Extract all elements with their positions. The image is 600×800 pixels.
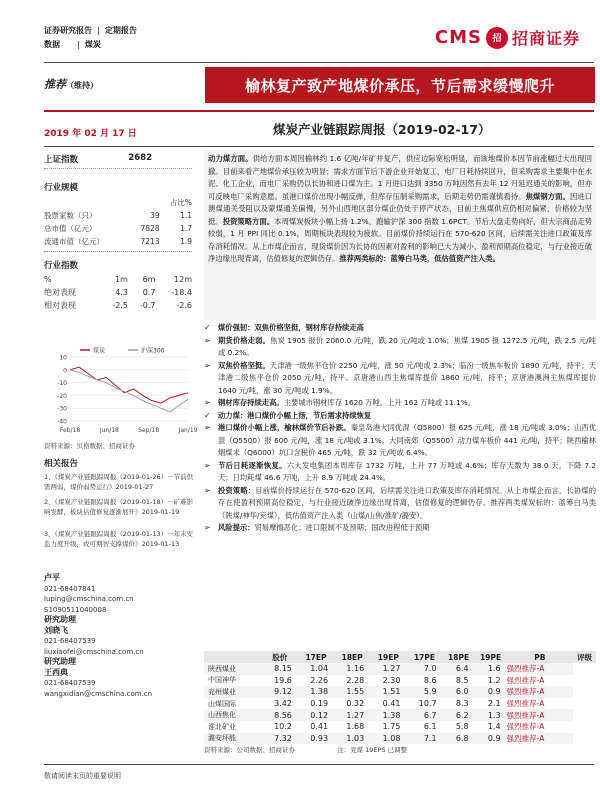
performance-chart — [44, 345, 198, 435]
table-header-cell — [204, 651, 262, 663]
item-title: 期货价格走弱。 — [218, 335, 271, 345]
ind-pct: 1.9 — [180, 237, 192, 246]
perf-header: % — [44, 275, 52, 284]
item-body: 焦炭 1905 报价 2060.0 元/吨，跌 20 元/吨或 1.0%；焦煤 1905 报 1272.5 元/吨，跌 2.5 元/吨或 0.2%。 — [218, 335, 596, 357]
report-title: 煤炭产业链跟踪周报（2019-02-17） — [273, 122, 491, 137]
chart-source: 资料来源：贝格数据、招商证券 — [44, 442, 135, 450]
table-header-cell: 评级 — [573, 651, 596, 663]
section-item — [204, 360, 596, 398]
section-item — [204, 485, 596, 523]
stock-name: 潞安环能 — [204, 733, 262, 745]
footer-note: 敬请阅读末页的重要说明 — [44, 772, 121, 780]
stock-value: 1.38 — [298, 686, 334, 698]
series-line-0 — [70, 367, 188, 403]
perf-val: -0.7 — [139, 301, 156, 310]
rating-sub: （维持） — [66, 81, 98, 90]
report-sector: 煤炭 — [84, 40, 101, 49]
arrow-icon: ➢ — [204, 360, 211, 370]
stock-name: 兖州煤业 — [204, 686, 262, 698]
y-tick-label: -10 — [57, 380, 67, 388]
stock-value: 1.38 — [370, 709, 406, 721]
stock-value: 2.30 — [382, 675, 401, 685]
item-title: 节后日耗逐渐恢复。 — [218, 460, 287, 470]
stock-value: 1.2 — [487, 675, 501, 685]
summary-text — [208, 153, 592, 266]
perf-row-name: 相对表现 — [44, 301, 76, 310]
report-type: 证券研究报告 — [44, 26, 92, 35]
sections — [204, 322, 596, 535]
stock-value: 6.4 — [443, 663, 475, 675]
stock-name: 淮北矿业 — [208, 722, 236, 731]
stock-value: 1.3 — [475, 709, 507, 721]
perf-table — [44, 273, 192, 312]
stock-value: 0.32 — [346, 699, 365, 709]
table-row — [204, 721, 596, 733]
stock-value: 5.8 — [455, 722, 469, 732]
perf-header: 6m — [142, 275, 156, 284]
stock-value: 1.04 — [298, 663, 334, 675]
stock-value: 9.12 — [262, 686, 298, 698]
x-tick-label: Sep/18 — [138, 427, 160, 434]
stock-name: 陕西煤业 — [204, 663, 262, 675]
stock-value: 2.28 — [346, 675, 365, 685]
y-tick-label: 10 — [59, 354, 67, 362]
stock-value: 1.51 — [370, 686, 406, 698]
table-header-cell: 17EP — [298, 651, 334, 663]
summary-p1: 供给方面本周因榆林约 1.6 亿吨/年矿井复产，供应边际宽松明显，而该地煤价本因节前涨幅过大出现回撤。目前来看产地煤价承压较为明显；需求方面节后下游企业开始复工，电厂日耗持续回升，但采购需求主要集中在水泥、化工企业，而电厂采购仍以长协和进口煤为主。1 月进口达到 3350 万吨因然有去年 12 月延迟通关的影响，但亦可反映电厂采购意愿。虽港口煤价出现小幅反弹，但库存压制采购需求，后期走势仍需谨慎看待。 — [208, 154, 593, 201]
legend-label: 沪深300 — [141, 347, 165, 355]
stock-value: 6.8 — [443, 733, 475, 745]
industry-title — [44, 181, 192, 193]
perf-val: -2.5 — [112, 301, 128, 310]
ind-value: 39 — [150, 211, 160, 220]
logo-text: CMS — [434, 27, 482, 48]
stock-value: 1.27 — [334, 709, 370, 721]
section-item — [204, 422, 596, 460]
stock-value: 7.32 — [262, 733, 298, 745]
industry-table — [44, 196, 192, 248]
stock-value: 2.26 — [310, 675, 329, 685]
summary-lead: 焦煤钢方面。 — [525, 191, 570, 201]
stock-value: 1.75 — [382, 722, 401, 732]
table-header-cell: 19PE — [475, 651, 507, 663]
perf-title-text: 行业指数 — [44, 261, 79, 271]
section-item — [204, 522, 596, 535]
analyst-phone: 021-68407841 — [44, 584, 96, 593]
item-body: 主要城市钢材库存 1620 万吨，上升 162 万吨或 11.1%。 — [283, 398, 475, 407]
section-item — [204, 335, 596, 360]
stock-value: 6.7 — [406, 709, 442, 721]
stock-value: 0.12 — [298, 709, 334, 721]
x-tick-label: Feb/18 — [59, 427, 81, 434]
rating — [44, 76, 98, 92]
ind-pct: 1.7 — [180, 224, 192, 233]
analyst-role: 研究助理 — [44, 615, 76, 624]
table-header-cell: 19EP — [370, 651, 406, 663]
summary-p2: 因进口澳煤通关受阻以及蒙煤通关偏慢，另外山西地区部分煤企仍处于停产状态，目前主焦煤供应仍相对偏紧，价格较为坚挺。 — [208, 191, 593, 226]
arrow-icon: ➢ — [204, 335, 211, 345]
report-kind: 定期报告 — [104, 26, 137, 35]
summary-p3: 本周煤炭板块小幅上扬 1.2%，跑输沪深 300 指数 1.6PCT。节后大盘走势向好，但大宗商品走势较弱，1 月 PPI 同比 0.1%，周期板块表现较为疲软。目前煤价持续运行在 570-620 区间，后续需关注进口政策及库存消耗情况。从上市煤企而言，现货煤价因为长协的因素对盈利的影响已大为减小，盈利预期高位稳定，与行业接近破净边缘出现背离，估值修复的逻辑仍存。 — [208, 216, 592, 263]
y-tick-label: 0 — [63, 367, 67, 375]
stock-value: 1.16 — [334, 663, 370, 675]
index-value: 2682 — [128, 153, 152, 163]
stock-value: 1.03 — [334, 733, 370, 745]
stock-value: 1.08 — [370, 733, 406, 745]
stock-value: 6.2 — [443, 709, 475, 721]
perf-title — [44, 259, 192, 271]
section-title: 动力煤：港口煤价小幅上扬，节后需求持续恢复 — [218, 410, 372, 420]
stock-value: 8.3 — [455, 699, 469, 709]
table-header-cell: 18EP — [334, 651, 370, 663]
stock-value: 5.9 — [406, 686, 442, 698]
stock-value: 8.6 — [423, 675, 437, 685]
table-source: 资料来源：公司数据、招商证券 — [204, 746, 295, 754]
item-title: 港口煤价小幅上涨，榆林煤价节后补跌。 — [218, 423, 351, 432]
table-header-cell: 17PE — [406, 651, 442, 663]
stock-value: 0.93 — [298, 733, 334, 745]
stock-value: 10.7 — [418, 699, 437, 709]
analyst-name: 刘晓飞 — [44, 625, 68, 635]
stock-value: 0.19 — [310, 699, 329, 709]
stock-value: 1.4 — [487, 722, 501, 732]
stock-value: 8.5 — [455, 675, 469, 685]
item-title: 钢材库存持续走高。 — [218, 398, 284, 407]
ind-name: 股票家数（只） — [44, 211, 97, 220]
stock-value: 0.9 — [475, 686, 507, 698]
report-date: 2019 年 02 月 17 日 — [44, 129, 137, 139]
check-icon: ✓ — [204, 410, 211, 420]
stock-rating: 强烈推荐-A — [506, 722, 545, 732]
arrow-icon: ➢ — [204, 485, 211, 495]
stock-value: 19.6 — [274, 675, 292, 685]
perf-header: 12m — [174, 275, 192, 284]
cms-logo — [435, 26, 580, 49]
stock-rating: 强烈推荐-A — [507, 686, 574, 698]
table-row — [204, 733, 596, 745]
x-tick-label: Jun/18 — [99, 427, 119, 434]
related-item[interactable]: 1、《煤炭产业链跟踪周报（2019-01-26）－节前供需两弱，煤价弱势运行》2019-01-27 — [44, 473, 194, 491]
stock-rating: 强烈推荐-A — [507, 663, 574, 675]
section-item — [204, 460, 596, 485]
analyst-name: 王西典 — [44, 667, 68, 677]
item-body: 天津港一级焦平仓价 2250 元/吨，涨 50 元/吨或 2.3%；临汾一级焦车板价 1890 元/吨，持平；天津港二级焦平仓价 2050 元/吨，持平。京唐港山西主焦煤库提价 1860 元/吨，持平；京唐港澳洲主焦煤库提价 1640 元/吨，涨 30 元/吨或 1.9%。 — [218, 360, 597, 395]
headline: 榆林复产致产地煤价承压，节后需求缓慢爬升 — [205, 67, 595, 103]
section-title: 煤价强韧：双焦价格坚挺，钢材库存持续走高 — [218, 323, 364, 332]
item-title: 投资策略： — [218, 485, 256, 495]
summary-lead: 投资策略方面。 — [222, 216, 275, 226]
stock-value: 8.56 — [262, 709, 298, 721]
table-row — [204, 686, 596, 698]
y-tick-label: -20 — [57, 392, 67, 400]
y-tick-label: -30 — [57, 405, 67, 413]
legend-label: 煤炭 — [93, 347, 106, 355]
item-title: 风险提示： — [218, 523, 255, 532]
table-source-row — [204, 745, 407, 754]
related-item[interactable]: 3、《煤炭产业链跟踪周报（2019-01-13）－年末安监力度升级，或可期智支撑煤价》2019-01-13 — [44, 530, 194, 548]
analyst-phone: 021-68407539 — [44, 637, 96, 645]
stock-value: 0.41 — [382, 699, 401, 709]
analyst-name: 卢平 — [44, 573, 60, 582]
item-body: 秦皇岛港大同优混（Q5800）报 625 元/吨，涨 18 元/吨或 3.0%；山西优混（Q5500）报 600 元/吨，涨 18 元/吨或 3.1%。大同南郊（Q5500）动力煤车板价 441 元/吨，持平；陕西榆林烟煤末（Q6000）坑口含税价 465 元/吨，跌 32 元/吨或 6.4%。 — [218, 423, 596, 457]
analyst-email[interactable]: luping@cmschina.com.cn — [44, 595, 134, 603]
logo-badge-icon: 招 — [486, 27, 508, 49]
perf-row-name: 绝对表现 — [44, 288, 76, 297]
table-row — [204, 709, 596, 721]
table-header-cell: 18PE — [443, 651, 475, 663]
divider — [44, 62, 594, 63]
section-heading — [204, 322, 596, 335]
stock-rating: 强烈推荐-A — [507, 709, 574, 721]
rating-label: 推荐 — [44, 78, 66, 91]
stock-value: 1.6 — [475, 663, 507, 675]
table-row — [204, 663, 596, 675]
stock-name: 山煤国际 — [208, 699, 236, 708]
perf-val: 4.3 — [115, 288, 128, 297]
stock-value: 3.42 — [274, 699, 292, 709]
chart-svg — [44, 345, 198, 435]
stock-name: 中国神华 — [208, 676, 236, 685]
stock-table — [204, 651, 596, 744]
table-body — [204, 663, 596, 744]
table-row — [204, 698, 596, 710]
item-title: 双焦价格坚挺。 — [218, 360, 270, 370]
ind-name: 流通市值（亿元） — [44, 237, 104, 246]
ind-value: 7213 — [140, 237, 160, 246]
stock-value: 1.55 — [334, 686, 370, 698]
item-body: 目前煤价持续运行在 570-620 区间，后续需关注进口政策及库存消耗情况。从上市煤企而言，长协煤的存在使盈利预期高位稳定，与行业接近破净边缘出现背离，估值修复的逻辑仍存。推荐两类煤炭标的：蓝筹白马类（陕煤/神华/兖煤），低估值资产注入类（山煤/山焦/淮矿/潞安）。 — [218, 485, 597, 520]
stock-value: 2.1 — [487, 699, 501, 709]
table-row — [204, 675, 596, 687]
related-title: 相关报告 — [44, 459, 79, 469]
divider — [44, 146, 594, 147]
table-header-cell: 股价 — [262, 651, 298, 663]
perf-val: -2.6 — [176, 301, 192, 310]
analyst-phone: 021-68407539 — [44, 679, 96, 687]
perf-header: 1m — [115, 275, 128, 284]
section-heading — [204, 410, 596, 423]
stock-value: 7.1 — [406, 733, 442, 745]
item-body: 贸易摩擦恶化；进口限制不及预期；国改进程低于预期 — [254, 523, 430, 532]
x-tick-label: Jan/19 — [178, 427, 198, 434]
summary-box — [204, 150, 596, 320]
analyst-block — [44, 573, 152, 699]
header-tags: 证券研究报告 | 定期报告 数据 | 煤炭 — [44, 24, 137, 52]
stock-rating: 强烈推荐-A — [507, 733, 574, 745]
ind-name: 总市值（亿元） — [44, 224, 97, 233]
summary-lead: 推荐两类标的： — [339, 254, 391, 263]
stock-value: 1.68 — [346, 722, 365, 732]
industry-title-text: 行业规模 — [44, 183, 79, 193]
analyst-email[interactable]: wangxidian@cmschina.com.cn — [44, 689, 153, 698]
stock-value: 10.2 — [274, 722, 292, 732]
analyst-cert: S1090511040008 — [44, 605, 107, 614]
arrow-icon: ➢ — [204, 523, 211, 532]
analyst-role: 研究助理 — [44, 657, 76, 666]
logo-cn: 招商证券 — [511, 29, 580, 48]
arrow-icon: ➢ — [204, 423, 211, 432]
arrow-icon: ➢ — [204, 398, 211, 407]
divider-red — [44, 110, 594, 112]
ind-value: 7828 — [140, 224, 160, 233]
stock-rating: 强烈推荐-A — [506, 699, 545, 709]
ind-pct: 1.1 — [180, 211, 192, 220]
summary-lead: 动力煤方面。 — [208, 154, 253, 163]
report-category: 数据 — [44, 40, 60, 49]
index-label: 上证指数 — [44, 155, 79, 165]
stock-value: 0.9 — [475, 733, 507, 745]
summary-tail: 蓝筹白马类，低估值资产注入类。 — [390, 254, 500, 263]
perf-val: -18.4 — [171, 288, 192, 297]
divider — [44, 251, 192, 252]
divider — [44, 168, 192, 169]
stock-value: 6.1 — [423, 722, 437, 732]
stock-rating: 强烈推荐-A — [506, 675, 545, 685]
stock-value: 8.15 — [262, 663, 298, 675]
table-note: 注：兖煤 19EPS 已调整 — [337, 746, 408, 754]
table-header-cell: PB — [507, 651, 574, 663]
ratio-header: 占比% — [169, 198, 192, 207]
index-box — [44, 153, 192, 165]
analyst-email[interactable]: liuxiaofei@cmschina.com.cn — [44, 647, 144, 656]
table-header — [204, 651, 596, 663]
stock-value: 7.0 — [406, 663, 442, 675]
stock-value: 1.27 — [370, 663, 406, 675]
arrow-icon: ➢ — [204, 460, 211, 470]
related-item[interactable]: 2、《煤炭产业链跟踪周报（2019-01-18）－矿难影响发酵，板块估值修复逐渐展开》2019-01-19 — [44, 498, 194, 516]
divider — [44, 764, 594, 765]
stock-value: 6.0 — [443, 686, 475, 698]
item-body: 六大发电集团本周库存 1732 万吨，上升 77 万吨或 4.6%；库存天数为 38.0 天，下降 7.2 天；日均耗煤 46.6 万吨，上升 8.9 万吨或 24.4%。 — [218, 460, 596, 482]
stock-name: 山西焦化 — [204, 709, 262, 721]
stock-value: 0.41 — [310, 722, 329, 732]
check-icon: ✓ — [204, 323, 211, 332]
section-item — [204, 397, 596, 410]
y-tick-label: -40 — [57, 418, 67, 426]
perf-val: 0.7 — [142, 288, 156, 297]
